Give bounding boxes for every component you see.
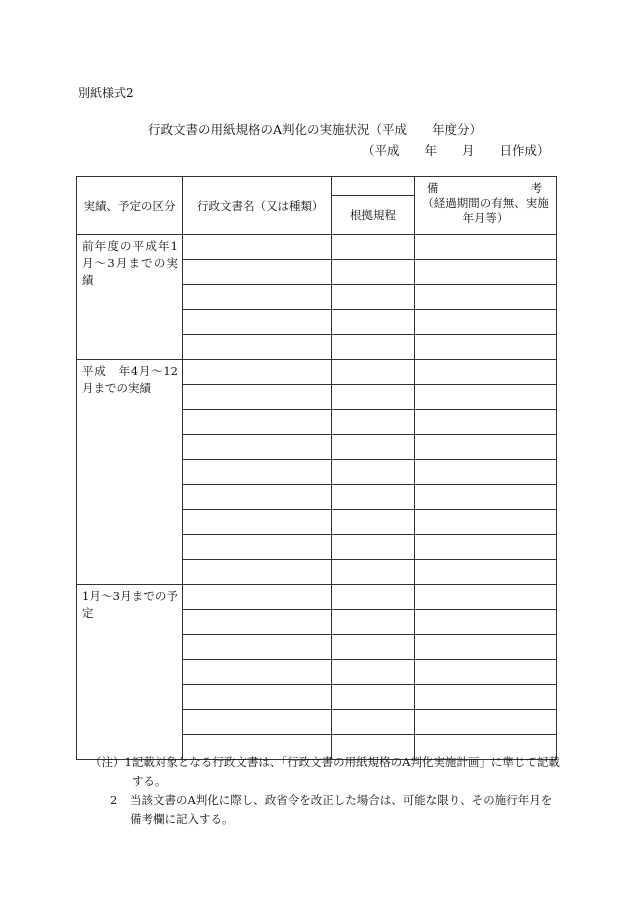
basis-cell[interactable] — [332, 235, 415, 260]
basis-cell[interactable] — [332, 510, 415, 535]
note-2 — [90, 791, 560, 829]
remarks-cell[interactable] — [415, 285, 557, 310]
basis-cell[interactable] — [332, 360, 415, 385]
basis-cell[interactable] — [332, 285, 415, 310]
basis-cell[interactable] — [332, 560, 415, 585]
table-row — [77, 585, 557, 610]
document-title: 行政文書の用紙規格のA判化の実施状況（平成 年度分） — [147, 122, 483, 137]
section-label: 1月～3月までの予定 — [77, 585, 183, 760]
status-table — [76, 176, 557, 760]
remarks-cell[interactable] — [415, 460, 557, 485]
header-remarks — [415, 177, 557, 235]
basis-cell[interactable] — [332, 485, 415, 510]
document-name-cell[interactable] — [183, 435, 332, 460]
document-name-cell[interactable] — [183, 360, 332, 385]
section-label: 平成 年4月～12月までの実績 — [77, 360, 183, 585]
document-name-cell[interactable] — [183, 635, 332, 660]
table-row — [77, 360, 557, 385]
header-category: 実績、予定の区分 — [77, 177, 183, 235]
basis-cell[interactable] — [332, 635, 415, 660]
header-remarks-char2: 考 — [530, 181, 542, 195]
document-name-cell[interactable] — [183, 460, 332, 485]
document-name-cell[interactable] — [183, 335, 332, 360]
document-name-cell[interactable] — [183, 260, 332, 285]
note-1-text: 記載対象となる行政文書は、「行政文書の用紙規格のA判化実施計画」に準じて記載する。 — [131, 755, 560, 788]
header-document-name: 行政文書名（又は種類） — [183, 177, 332, 235]
remarks-cell[interactable] — [415, 710, 557, 735]
basis-cell[interactable] — [332, 385, 415, 410]
document-name-cell[interactable] — [183, 710, 332, 735]
basis-cell[interactable] — [332, 710, 415, 735]
document-name-cell[interactable] — [183, 510, 332, 535]
note-2-text: 当該文書のA判化に際し、政省令を改正した場合は、可能な限り、その施行年月を備考欄に記入する。 — [130, 793, 553, 826]
basis-cell[interactable] — [332, 685, 415, 710]
remarks-cell[interactable] — [415, 310, 557, 335]
document-name-cell[interactable] — [183, 385, 332, 410]
note-2-number: 2 — [110, 793, 118, 807]
basis-cell[interactable] — [332, 310, 415, 335]
document-name-cell[interactable] — [183, 285, 332, 310]
form-number-label: 別紙様式2 — [78, 86, 134, 100]
basis-cell[interactable] — [332, 410, 415, 435]
document-name-cell[interactable] — [183, 310, 332, 335]
remarks-cell[interactable] — [415, 410, 557, 435]
header-basis: 根拠規程 — [332, 196, 415, 235]
remarks-cell[interactable] — [415, 685, 557, 710]
basis-cell[interactable] — [332, 585, 415, 610]
basis-cell[interactable] — [332, 435, 415, 460]
creation-date-line: （平成 年 月 日作成） — [362, 143, 550, 158]
basis-cell[interactable] — [332, 460, 415, 485]
basis-cell[interactable] — [332, 660, 415, 685]
note-1 — [90, 753, 560, 791]
table-row — [77, 235, 557, 260]
footnotes — [90, 753, 560, 829]
remarks-cell[interactable] — [415, 660, 557, 685]
remarks-cell[interactable] — [415, 560, 557, 585]
document-name-cell[interactable] — [183, 585, 332, 610]
document-name-cell[interactable] — [183, 685, 332, 710]
remarks-cell[interactable] — [415, 610, 557, 635]
remarks-cell[interactable] — [415, 260, 557, 285]
document-name-cell[interactable] — [183, 610, 332, 635]
remarks-cell[interactable] — [415, 435, 557, 460]
remarks-cell[interactable] — [415, 510, 557, 535]
remarks-cell[interactable] — [415, 485, 557, 510]
document-name-cell[interactable] — [183, 235, 332, 260]
basis-cell[interactable] — [332, 335, 415, 360]
document-name-cell[interactable] — [183, 660, 332, 685]
remarks-cell[interactable] — [415, 235, 557, 260]
basis-cell[interactable] — [332, 610, 415, 635]
header-remarks-detail: （経過期間の有無、実施年月等） — [422, 196, 549, 225]
document-name-cell[interactable] — [183, 535, 332, 560]
header-remarks-char1: 備 — [427, 181, 439, 195]
remarks-cell[interactable] — [415, 335, 557, 360]
section-label: 前年度の平成年1月～3月までの実績 — [77, 235, 183, 360]
note-1-number: （注）1 — [90, 755, 132, 769]
remarks-cell[interactable] — [415, 360, 557, 385]
document-name-cell[interactable] — [183, 410, 332, 435]
document-name-cell[interactable] — [183, 485, 332, 510]
remarks-cell[interactable] — [415, 385, 557, 410]
basis-cell[interactable] — [332, 535, 415, 560]
remarks-cell[interactable] — [415, 635, 557, 660]
remarks-cell[interactable] — [415, 585, 557, 610]
remarks-cell[interactable] — [415, 535, 557, 560]
basis-cell[interactable] — [332, 260, 415, 285]
document-name-cell[interactable] — [183, 560, 332, 585]
header-blank-cell — [332, 177, 415, 196]
